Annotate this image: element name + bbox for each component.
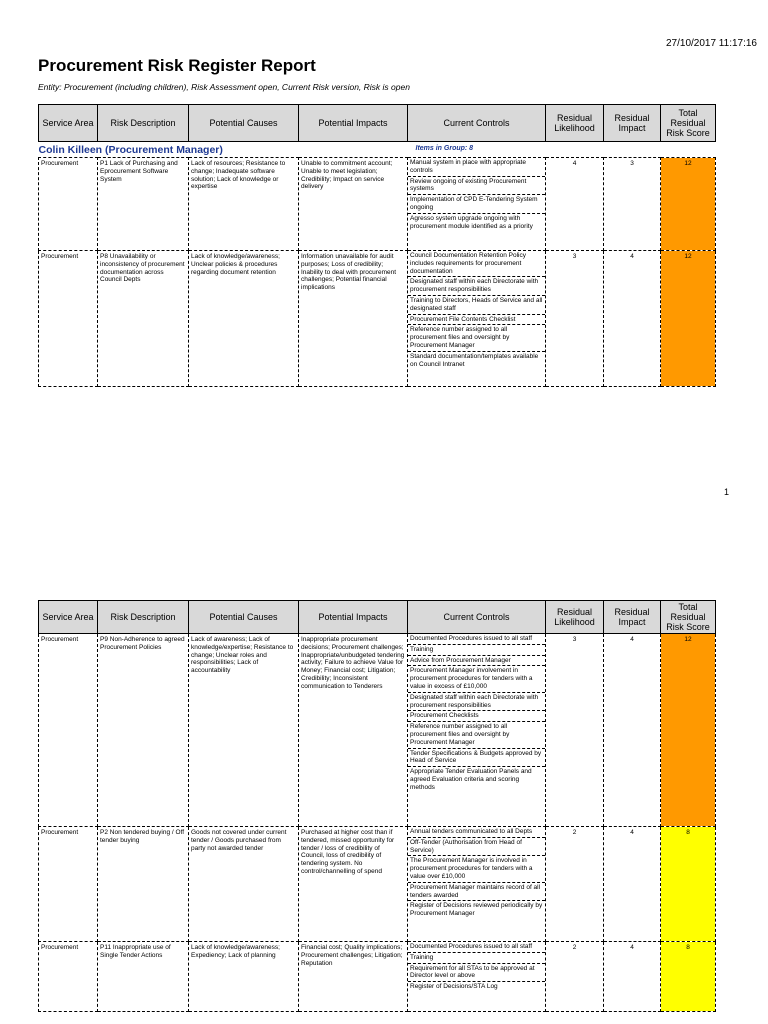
control-item: Reference number assigned to all procurement files and oversight by Procurement Manager bbox=[408, 325, 545, 351]
col-header-potential-impacts: Potential Impacts bbox=[299, 601, 408, 634]
total-risk-score-cell: 12 bbox=[661, 158, 716, 251]
col-header-total-score: Total Residual Risk Score bbox=[661, 105, 716, 142]
control-item: Implementation of CPD E-Tendering System ongoing bbox=[408, 195, 545, 214]
col-header-potential-causes: Potential Causes bbox=[189, 105, 299, 142]
risk-row bbox=[39, 158, 716, 251]
col-header-residual-likelihood: Residual Likelihood bbox=[546, 601, 604, 634]
control-item: Register of Decisions reviewed periodically by Procurement Manager bbox=[410, 902, 543, 918]
timestamp: 27/10/2017 11:17:16 bbox=[665, 38, 757, 49]
col-header-risk-description: Risk Description bbox=[98, 105, 189, 142]
service-area-cell: Procurement bbox=[39, 942, 98, 1012]
current-controls-cell bbox=[408, 827, 546, 942]
potential-causes-cell: Lack of awareness; Lack of knowledge/expertise; Resistance to change; Unclear roles and responsibilities; Lack of accountability bbox=[189, 634, 299, 827]
col-header-potential-impacts: Potential Impacts bbox=[299, 105, 408, 142]
risk-description-cell: P8 Unavailability or inconsistency of procurement documentation across Council Depts bbox=[98, 251, 189, 387]
control-item: Requirement for all STAs to be approved at Director level or above bbox=[408, 964, 545, 983]
control-item: Appropriate Tender Evaluation Panels and agreed Evaluation criteria and scoring methods bbox=[410, 768, 532, 791]
control-item: Advice from Procurement Manager bbox=[408, 656, 545, 667]
residual-likelihood-cell: 3 bbox=[546, 634, 604, 827]
residual-likelihood-cell: 2 bbox=[546, 942, 604, 1012]
current-controls-cell bbox=[408, 251, 546, 387]
control-item: Reference number assigned to all procurement files and oversight by Procurement Manager bbox=[408, 722, 545, 748]
service-area-cell: Procurement bbox=[39, 251, 98, 387]
group-item-count: Items in Group: 8 bbox=[415, 145, 474, 152]
potential-causes-cell: Lack of resources; Resistance to change; Inadequate software solution; Lack of knowledge or expertise bbox=[189, 158, 299, 251]
control-item: Training bbox=[408, 953, 545, 964]
control-item: Procurement Manager maintains record of all tenders awarded bbox=[408, 883, 545, 902]
risk-description-cell: P9 Non-Adherence to agreed Procurement Policies bbox=[98, 634, 189, 827]
residual-likelihood-cell: 3 bbox=[546, 251, 604, 387]
potential-impacts-cell: Inappropriate procurement decisions; Procurement challenges; Inappropriate/unbudgeted tendering activity; Failure to achieve Value for Money; Financial cost; Litigation; Credibility; Inconsistent communication to Tenderers bbox=[299, 634, 408, 827]
residual-impact-cell: 3 bbox=[604, 158, 661, 251]
current-controls-cell bbox=[408, 158, 546, 251]
col-header-current-controls: Current Controls bbox=[408, 105, 546, 142]
control-item: Designated staff within each Directorate with procurement responsibilities bbox=[408, 693, 545, 712]
report-title: Procurement Risk Register Report bbox=[38, 56, 316, 75]
total-risk-score-cell: 8 bbox=[661, 827, 716, 942]
residual-impact-cell: 4 bbox=[604, 827, 661, 942]
total-risk-score-cell: 12 bbox=[661, 634, 716, 827]
control-item: Documented Procedures issued to all staff bbox=[408, 942, 545, 953]
risk-description-cell: P1 Lack of Purchasing and Eprocurement Software System bbox=[98, 158, 189, 251]
potential-impacts-cell: Purchased at higher cost than if tendered, missed opportunity for tender / loss of credibility of Council, loss of credibility of tendering system. No control/channelling of spend bbox=[299, 827, 408, 942]
risk-description-cell: P11 Inappropriate use of Single Tender Actions bbox=[98, 942, 189, 1012]
control-item: Documented Procedures issued to all staff bbox=[408, 634, 545, 645]
residual-likelihood-cell: 2 bbox=[546, 827, 604, 942]
col-header-current-controls: Current Controls bbox=[408, 601, 546, 634]
control-item: Council Documentation Retention Policy includes requirements for procurement documentation bbox=[408, 251, 545, 277]
col-header-potential-causes: Potential Causes bbox=[189, 601, 299, 634]
potential-impacts-cell: Information unavailable for audit purposes; Loss of credibility; Inability to deal with procurement challenges; Potential financial implications bbox=[299, 251, 408, 387]
potential-causes-cell: Lack of knowledge/awareness; Expediency; Lack of planning bbox=[189, 942, 299, 1012]
control-item: The Procurement Manager is involved in procurement procedures for tenders with a value over £10,000 bbox=[408, 856, 545, 882]
col-header-residual-likelihood: Residual Likelihood bbox=[546, 105, 604, 142]
report-subtitle: Entity: Procurement (including children), Risk Assessment open, Current Risk version, Risk is open bbox=[38, 82, 410, 92]
potential-causes-cell: Lack of knowledge/awareness; Unclear policies & procedures regarding document retention bbox=[189, 251, 299, 387]
risk-table-page-2 bbox=[38, 600, 716, 1012]
control-item: Register of Decisions/STA Log bbox=[410, 983, 498, 991]
col-header-residual-impact: Residual Impact bbox=[604, 601, 661, 634]
control-item: Tender Specifications & Budgets approved by Head of Service bbox=[408, 749, 545, 768]
col-header-service-area: Service Area bbox=[39, 105, 98, 142]
col-header-service-area: Service Area bbox=[39, 601, 98, 634]
risk-row bbox=[39, 827, 716, 942]
residual-impact-cell: 4 bbox=[604, 251, 661, 387]
control-item: Training to Directors, Heads of Service and all designated staff bbox=[408, 296, 545, 315]
service-area-cell: Procurement bbox=[39, 634, 98, 827]
col-header-risk-description: Risk Description bbox=[98, 601, 189, 634]
service-area-cell: Procurement bbox=[39, 158, 98, 251]
current-controls-cell bbox=[408, 942, 546, 1012]
risk-row bbox=[39, 942, 716, 1012]
control-item: Procurement Manager involvement in procurement procedures for tenders with a value in excess of £10,000 bbox=[408, 666, 545, 692]
col-header-total-score: Total Residual Risk Score bbox=[661, 601, 716, 634]
total-risk-score-cell: 8 bbox=[661, 942, 716, 1012]
page-number: 1 bbox=[723, 487, 729, 497]
group-name: Colin Killeen (Procurement Manager) bbox=[38, 144, 223, 156]
risk-description-cell: P2 Non tendered buying / Off tender buying bbox=[98, 827, 189, 942]
col-header-residual-impact: Residual Impact bbox=[604, 105, 661, 142]
residual-impact-cell: 4 bbox=[604, 634, 661, 827]
control-item: Procurement File Contents Checklist bbox=[408, 315, 545, 326]
potential-impacts-cell: Financial cost; Quality implications; Procurement challenges; Litigation; Reputation bbox=[299, 942, 408, 1012]
risk-row bbox=[39, 251, 716, 387]
control-item: Standard documentation/templates available on Council Intranet bbox=[410, 352, 539, 368]
current-controls-cell bbox=[408, 634, 546, 827]
residual-likelihood-cell: 4 bbox=[546, 158, 604, 251]
control-item: Procurement Checklists bbox=[408, 711, 545, 722]
control-item: Manual system in place with appropriate controls bbox=[408, 158, 545, 177]
control-item: Designated staff within each Directorate with procurement responsibilities bbox=[408, 277, 545, 296]
risk-row bbox=[39, 634, 716, 827]
potential-impacts-cell: Unable to commitment account; Unable to meet legislation; Credibility; Impact on service delivery bbox=[299, 158, 408, 251]
group-row bbox=[39, 142, 716, 158]
control-item: Annual tenders communicated to all Depts bbox=[408, 827, 545, 838]
control-item: Training bbox=[408, 645, 545, 656]
control-item: Review ongoing of existing Procurement systems bbox=[408, 177, 545, 196]
service-area-cell: Procurement bbox=[39, 827, 98, 942]
residual-impact-cell: 4 bbox=[604, 942, 661, 1012]
control-item: Agresso system upgrade ongoing with procurement module identified as a priority bbox=[410, 214, 533, 230]
total-risk-score-cell: 12 bbox=[661, 251, 716, 387]
potential-causes-cell: Goods not covered under current tender / Goods purchased from party not awarded tender bbox=[189, 827, 299, 942]
control-item: Off-Tender (Authorisation from Head of Service) bbox=[408, 838, 545, 857]
risk-table-page-1 bbox=[38, 104, 716, 387]
